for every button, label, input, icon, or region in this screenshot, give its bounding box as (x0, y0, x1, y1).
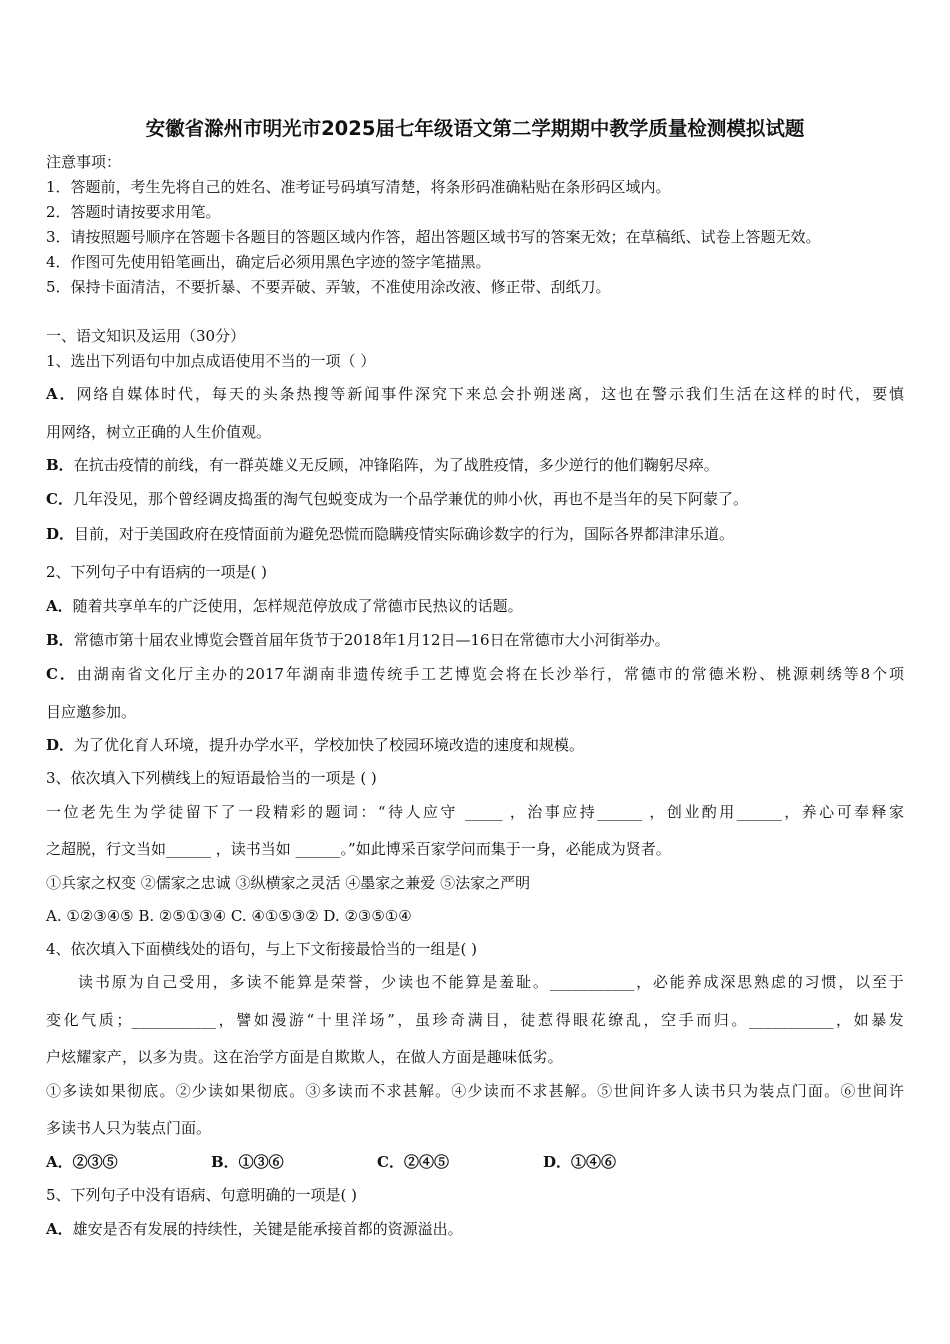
q2-option-b-text: 常德市第十届农业博览会暨首届年货节于2018年1月12日—16日在常德市大小河街举办。 (73, 631, 670, 649)
q3-items: ①兵家之权变 ②儒家之忠诚 ③纵横家之灵活 ④墨家之兼爱 ⑤法家之严明 (46, 874, 531, 892)
q1-option-a-text: 网络自媒体时代，每天的头条热搜等新闻事件深究下来总会扑朔迷离，这也在警示我们生活在这样的时代，要慎 (76, 385, 904, 403)
q2-option-c-text: 由湖南省文化厅主办的2017年湖南非遗传统手工艺博览会将在长沙举行，常德市的常德米粉、桃源刺绣等8个项 (76, 665, 904, 683)
q1-option-d: D．目前，对于美国政府在疫情面前为避免恐慌而隐瞒疫情实际确诊数字的行为，国际各界都津津乐道。 (46, 525, 735, 543)
q2-stem: 2、下列句子中有语病的一项是( ) (46, 563, 268, 581)
notice-item-4: 4．作图可先使用铅笔画出，确定后必须用黑色字迹的签字笔描黑。 (46, 253, 491, 271)
q5-stem: 5、下列句子中没有语病、句意明确的一项是( ) (46, 1186, 358, 1204)
notice-item-2: 2．答题时请按要求用笔。 (46, 203, 221, 221)
q2-option-b: B．常德市第十届农业博览会暨首届年货节于2018年1月12日—16日在常德市大小河街举办。 (46, 631, 670, 649)
q4-sentences-1: ①多读如果彻底。②少读如果彻底。③多读而不求甚解。④少读而不求甚解。⑤世间许多人读书只为装点门面。⑥世间许 (46, 1082, 904, 1100)
q1-option-a-cont: 用网络，树立正确的人生价值观。 (46, 423, 272, 441)
notice-item-1: 1．答题前，考生先将自己的姓名、准考证号码填写清楚，将条形码准确粘贴在条形码区域内。 (46, 178, 671, 196)
q3-passage-1: 一位老先生为学徒留下了一段精彩的题词：“待人应守 _____ ，治事应持______ ，创业酌用______，养心可奉释家 (46, 803, 904, 821)
q1-stem: 1、选出下列语句中加点成语使用不当的一项（ ） (46, 352, 376, 370)
q4-stem: 4、依次填入下面横线处的语句，与上下文衔接最恰当的一组是( ) (46, 940, 478, 958)
notice-heading: 注意事项： (46, 153, 122, 171)
q5-option-a-text: 雄安是否有发展的持续性，关键是能承接首都的资源溢出。 (72, 1220, 463, 1238)
q3-options: A. ①②③④⑤ B. ②⑤①③④ C. ④①⑤③② D. ②③⑤①④ (46, 907, 412, 925)
q1-option-c-text: 几年没见，那个曾经调皮捣蛋的淘气包蜕变成为一个品学兼优的帅小伙，再也不是当年的吴下阿蒙了。 (72, 490, 748, 508)
q1-option-b: B．在抗击疫情的前线，有一群英雄义无反顾，冲锋陷阵，为了战胜疫情，多少逆行的他们鞠躬尽瘁。 (46, 456, 719, 474)
q2-option-a-text: 随着共享单车的广泛使用，怎样规范停放成了常德市民热议的话题。 (72, 597, 523, 615)
q2-option-d: D．为了优化育人环境，提升办学水平，学校加快了校园环境改造的速度和规模。 (46, 736, 585, 754)
notice-item-3: 3．请按照题号顺序在答题卡各题目的答题区域内作答，超出答题区域书写的答案无效；在草稿纸、试卷上答题无效。 (46, 228, 821, 246)
q4-passage-2: 变化气质；___________，譬如漫游“十里洋场”，虽珍奇满目，徒惹得眼花缭乱，空手而归。___________，如暴发 (46, 1011, 904, 1029)
notice-item-5: 5．保持卡面清洁，不要折暴、不要弄破、弄皱，不准使用涂改液、修正带、刮纸刀。 (46, 278, 611, 296)
page-title: 安徽省滁州市明光市2025届七年级语文第二学期期中教学质量检测模拟试题 (145, 117, 805, 140)
q4-sentences-2: 多读书人只为装点门面。 (46, 1119, 212, 1137)
q3-passage-2: 之超脱，行文当如______ ，读书当如 ______。”如此博采百家学问而集于一身，必能成为贤者。 (46, 840, 671, 858)
q1-option-d-text: 目前，对于美国政府在疫情面前为避免恐慌而隐瞒疫情实际确诊数字的行为，国际各界都津津乐道。 (74, 525, 735, 543)
q4-option-d: D．①④⑥ (543, 1153, 617, 1171)
q2-option-c: C．由湖南省文化厅主办的2017年湖南非遗传统手工艺博览会将在长沙举行，常德市的常德米粉、桃源刺绣等8个项 (46, 665, 904, 683)
q3-stem: 3、依次填入下列横线上的短语最恰当的一项是 ( ) (46, 769, 377, 787)
q4-option-c: C．②④⑤ (377, 1153, 449, 1171)
q2-option-c-cont: 目应邀参加。 (46, 703, 137, 721)
q4-option-b: B．①③⑥ (211, 1153, 284, 1171)
q2-option-d-text: 为了优化育人环境，提升办学水平，学校加快了校园环境改造的速度和规模。 (74, 736, 585, 754)
q1-option-a: A．网络自媒体时代，每天的头条热搜等新闻事件深究下来总会扑朔迷离，这也在警示我们生活在这样的时代，要慎 (46, 385, 904, 403)
q4-option-a: A．②③⑤ (46, 1153, 118, 1171)
q5-option-a: A．雄安是否有发展的持续性，关键是能承接首都的资源溢出。 (46, 1220, 463, 1238)
q2-option-a: A．随着共享单车的广泛使用，怎样规范停放成了常德市民热议的话题。 (46, 597, 523, 615)
q4-passage-1: 读书原为自己受用，多读不能算是荣誉，少读也不能算是羞耻。___________，必能养成深思熟虑的习惯，以至于 (78, 973, 904, 991)
q4-passage-3: 户炫耀家产，以多为贵。这在治学方面是自欺欺人，在做人方面是趣味低劣。 (46, 1048, 563, 1066)
section-heading: 一、语文知识及运用（30分） (46, 327, 246, 345)
q1-option-b-text: 在抗击疫情的前线，有一群英雄义无反顾，冲锋陷阵，为了战胜疫情，多少逆行的他们鞠躬尽瘁。 (73, 456, 719, 474)
q1-option-c: C．几年没见，那个曾经调皮捣蛋的淘气包蜕变成为一个品学兼优的帅小伙，再也不是当年的吴下阿蒙了。 (46, 490, 748, 508)
